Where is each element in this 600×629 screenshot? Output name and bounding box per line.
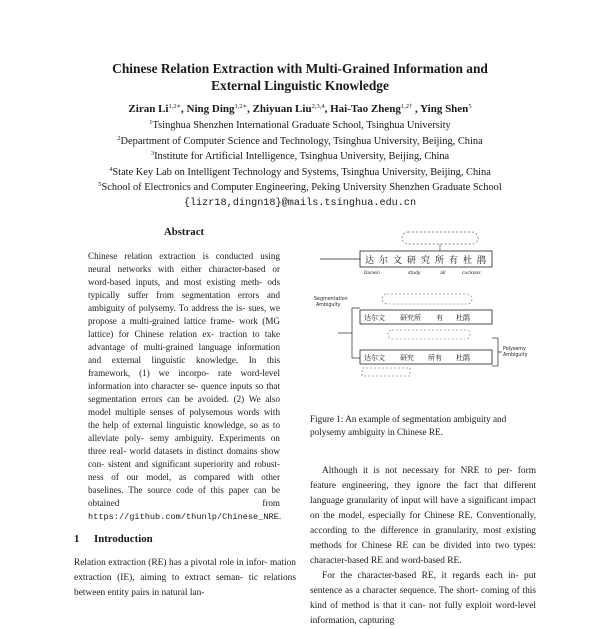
segmentation-label: Ambiguity (316, 303, 341, 308)
char-token: 鹃 (477, 256, 487, 266)
abstract-heading: Abstract (163, 226, 205, 238)
abstract-body: Chinese relation extraction is conducted using neural networks with either character-based or word-based inputs, and most existing meth- ods typically suffer from segmentation errors and ambiguity of polysemy. To address the is- sues, we propose a multi-grained lattice frame- work (MG lattice) for Chinese relation ex- traction to take advantage of multi-grained language information and external linguistic knowledge. In this framework, (1) we incorpo- rate word-level information into character se- quence inputs so that segmentation errors can be avoided. (2) We also model multiple senses of polysemous words with the help of external linguistic knowledge, so as to alleviate poly- semy ambiguity. Experiments on three real- world datasets in distinct domains show con- sistent and significant superiority and robust- ness of our model, as compared with other baselines. The source code of this paper can be obtained from https://github.com/thunlp/Chinese_NRE. (88, 251, 282, 522)
introduction-text: Relation extraction (RE) has a pivotal role in infor- mation extraction (IE), aiming to extract seman- tic relations between entity pairs in natural lan- (74, 558, 297, 598)
svg-text:所有: 所有 (428, 354, 442, 362)
affiliation: $^3$Institute for Artificial Intelligence, Tsinghua University, Beijing, China (150, 150, 450, 163)
polysemy-label: Polysemy (503, 347, 526, 352)
svg-text:all: all (440, 271, 446, 276)
char-token: 所 (435, 256, 445, 266)
author: Ning Ding$^{1,2∗}$, (186, 103, 253, 115)
paper-title (0, 60, 600, 94)
segmentation-row-1 (364, 313, 470, 322)
svg-text:研究所: 研究所 (400, 314, 421, 322)
affiliations (0, 118, 600, 212)
svg-text:Darwin: Darwin (364, 271, 381, 276)
author-list (0, 102, 600, 116)
paragraph: For the character-based RE, it regards each in- put sentence as a character sequence. The short- coming of this kind of method is that it can- not fully exploit word-level information, capturing (310, 571, 537, 626)
paper-title-line-2: External Linguistic Knowledge (211, 78, 389, 93)
source-code-link[interactable]: https://github.com/thunlp/Chinese_NRE (88, 512, 279, 522)
svg-text:有: 有 (436, 314, 443, 322)
svg-text:杜鹃: 杜鹃 (456, 314, 470, 322)
affiliation: $^2$Department of Computer Science and Technology, Tsinghua University, Beijing, China (117, 134, 483, 147)
svg-text:研究: 研究 (400, 354, 414, 362)
author: Ziran $Li^{1,2∗}$, (128, 103, 187, 115)
figure-1-diagram (312, 226, 536, 406)
svg-text:杜鹃: 杜鹃 (456, 354, 470, 362)
affiliation: $^1$Tsinghua Shenzhen International Graduate School, Tsinghua University (149, 119, 451, 131)
char-token: 究 (421, 256, 431, 266)
char-token: 达 (365, 256, 375, 266)
author: Zhiyuan Liu$^{2,3,4}$, (252, 103, 331, 115)
author: Hai-Tao Zheng$^{1,2\dagger}$ , (330, 103, 421, 115)
svg-text:cuckoos: cuckoos (462, 271, 481, 276)
right-column-text (310, 464, 536, 629)
figure-1-caption: Figure 1: An example of segmentation ambiguity and polysemy ambiguity in Chinese RE. (310, 414, 507, 437)
author: Ying Shen$^5$ (420, 103, 472, 115)
char-token: 有 (449, 256, 459, 266)
svg-text:study: study (408, 271, 421, 276)
paper-title-line-1: Chinese Relation Extraction with Multi-Grained Information and (112, 61, 488, 76)
affiliation: $^4$State Key Lab on Intelligent Technology and Systems, Tsinghua University, Beijing, China (109, 165, 491, 178)
polysemy-label: Ambiguity (503, 353, 528, 358)
char-token: 文 (393, 256, 403, 266)
svg-text:达尔文: 达尔文 (364, 314, 385, 322)
character-sequence (365, 254, 486, 266)
affiliation: $^5$School of Electronics and Computer Engineering, Peking University Shenzhen Graduate School (98, 181, 502, 194)
char-token: 尔 (379, 256, 389, 266)
author-email[interactable]: {lizr18,dingn18}@mails.tsinghua.edu.cn (183, 197, 417, 209)
segmentation-row-2 (364, 353, 470, 362)
svg-text:达尔文: 达尔文 (364, 354, 385, 362)
section-heading-introduction: 1 Introduction (74, 533, 153, 545)
paragraph: Although it is not necessary for NRE to per- form feature engineering, they ignore the fact that different language granularity of input will have a significant impact on the model, especially for Chinese RE. Conventionally, according to the difference in granularity, most existing methods for Chinese RE can be divided into two types: character-based RE and word-based RE. (310, 466, 537, 566)
char-token: 研 (407, 256, 417, 266)
segmentation-label: Segmentation (314, 297, 348, 302)
char-token: 杜 (463, 256, 473, 266)
gloss-row (364, 270, 481, 276)
